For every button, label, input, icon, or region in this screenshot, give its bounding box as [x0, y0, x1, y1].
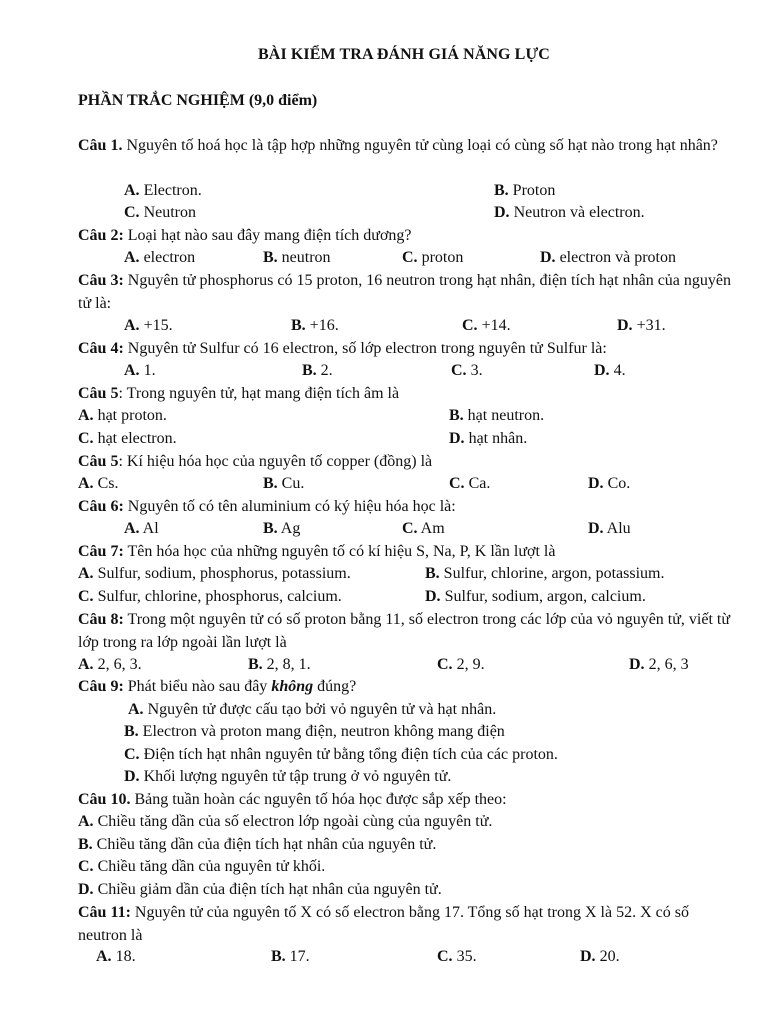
question-10-label: Câu 10.: [78, 791, 131, 808]
q7-option-c[interactable]: C. Sulfur, chlorine, phosphorus, calcium.: [78, 588, 342, 605]
q6-option-b[interactable]: B. Ag: [263, 520, 301, 537]
question-8: [78, 609, 738, 654]
question-8-text: Trong một nguyên tử có số proton bằng 11, số electron trong các lớp của vỏ nguyên tử, viết từ lớp trong ra lớp ngoài lần lượt là: [78, 611, 731, 651]
question-6-options: [0, 518, 768, 541]
question-4-text: Nguyên tử Sulfur có 16 electron, số lớp electron trong nguyên tử Sulfur là:: [123, 340, 607, 357]
question-8-options: [0, 654, 768, 677]
q1-option-d[interactable]: D. Neutron và electron.: [494, 204, 645, 221]
q10-option-a[interactable]: A. Chiều tăng dần của số electron lớp ngoài cùng của nguyên tử.: [78, 813, 493, 830]
question-3: [78, 270, 738, 315]
question-9-text-pre: Phát biểu nào sau đây: [123, 678, 272, 695]
question-1-options-row-1: [0, 180, 768, 203]
question-5a: [78, 383, 738, 406]
question-7: [78, 541, 738, 564]
question-9-emphasis: không: [271, 678, 314, 695]
question-1-label: Câu 1.: [78, 137, 123, 154]
q4-option-b[interactable]: B. 2.: [302, 362, 333, 379]
q11-option-c[interactable]: C. 35.: [437, 948, 477, 965]
q6-option-c[interactable]: C. Am: [402, 520, 445, 537]
question-4-options: [0, 360, 768, 383]
q5b-option-d[interactable]: D. Co.: [588, 475, 631, 492]
q9-option-a[interactable]: A. Nguyên tử được cấu tạo bởi vỏ nguyên tử và hạt nhân.: [128, 701, 497, 718]
q8-option-d[interactable]: D. 2, 6, 3: [629, 656, 689, 673]
q3-option-d[interactable]: D. +31.: [617, 317, 666, 334]
question-6-text: Nguyên tố có tên aluminium có ký hiệu hóa học là:: [123, 498, 456, 515]
question-5b: [78, 451, 738, 474]
question-3-options: [0, 315, 768, 338]
q3-option-c[interactable]: C. +14.: [462, 317, 511, 334]
q6-option-a[interactable]: A. Al: [124, 520, 159, 537]
question-11: [78, 902, 738, 947]
question-7-text: Tên hóa học của những nguyên tố có kí hiệu S, Na, P, K lần lượt là: [123, 543, 556, 560]
question-6-label: Câu 6:: [78, 498, 124, 515]
q9-option-c[interactable]: C. Điện tích hạt nhân nguyên tử bằng tổng điện tích của các proton.: [124, 746, 558, 763]
question-9-label: Câu 9:: [78, 678, 124, 695]
q9-option-b[interactable]: B. Electron và proton mang điện, neutron không mang điện: [124, 723, 505, 740]
question-5b-label: Câu 5: [78, 453, 119, 470]
q11-option-d[interactable]: D. 20.: [580, 948, 620, 965]
question-1: [78, 135, 738, 158]
q2-option-b[interactable]: B. neutron: [263, 249, 331, 266]
question-10: [78, 789, 738, 812]
question-3-text: Nguyên tử phosphorus có 15 proton, 16 neutron trong hạt nhân, điện tích hạt nhân của nguyên tử là:: [78, 272, 731, 312]
q4-option-a[interactable]: A. 1.: [124, 362, 156, 379]
q8-option-c[interactable]: C. 2, 9.: [437, 656, 485, 673]
q9-option-d[interactable]: D. Khối lượng nguyên tử tập trung ở vỏ nguyên tử.: [124, 768, 452, 785]
q2-option-a[interactable]: A. electron: [124, 249, 196, 266]
question-2-label: Câu 2:: [78, 227, 124, 244]
q4-option-d[interactable]: D. 4.: [594, 362, 626, 379]
q5b-option-b[interactable]: B. Cu.: [263, 475, 305, 492]
question-3-label: Câu 3:: [78, 272, 124, 289]
q10-option-d[interactable]: D. Chiều giảm dần của điện tích hạt nhân của nguyên tử.: [78, 881, 442, 898]
question-4-label: Câu 4:: [78, 340, 124, 357]
q3-option-a[interactable]: A. +15.: [124, 317, 173, 334]
q5a-option-a[interactable]: A. hạt proton.: [78, 407, 167, 424]
question-7-options-row-1: [0, 563, 768, 586]
section-heading: PHẦN TRẮC NGHIỆM (9,0 điểm): [78, 92, 318, 109]
q11-option-a[interactable]: A. 18.: [96, 948, 136, 965]
q7-option-d[interactable]: D. Sulfur, sodium, argon, calcium.: [425, 588, 646, 605]
q4-option-c[interactable]: C. 3.: [451, 362, 483, 379]
question-11-options: [0, 946, 768, 969]
question-10-text: Bảng tuần hoàn các nguyên tố hóa học được sắp xếp theo:: [130, 791, 507, 808]
question-8-label: Câu 8:: [78, 611, 124, 628]
question-7-options-row-2: [0, 586, 768, 609]
q1-option-a[interactable]: A. Electron.: [124, 182, 202, 199]
question-5a-label: Câu 5: [78, 385, 119, 402]
q5b-option-a[interactable]: A. Cs.: [78, 475, 119, 492]
q8-option-a[interactable]: A. 2, 6, 3.: [78, 656, 142, 673]
q5a-option-c[interactable]: C. hạt electron.: [78, 430, 177, 447]
q3-option-b[interactable]: B. +16.: [291, 317, 339, 334]
q10-option-c[interactable]: C. Chiều tăng dần của nguyên tử khối.: [78, 858, 326, 875]
q5a-option-b[interactable]: B. hạt neutron.: [449, 407, 545, 424]
q10-option-b[interactable]: B. Chiều tăng dần của điện tích hạt nhân của nguyên tử.: [78, 836, 437, 853]
q2-option-d[interactable]: D. electron và proton: [540, 249, 676, 266]
question-11-label: Câu 11:: [78, 904, 131, 921]
question-5a-options-row-2: [0, 428, 768, 451]
question-1-text: Nguyên tố hoá học là tập hợp những nguyên tử cùng loại có cùng số hạt nào trong hạt nhân?: [122, 137, 718, 154]
exam-title: BÀI KIỂM TRA ĐÁNH GIÁ NĂNG LỰC: [258, 46, 550, 63]
q8-option-b[interactable]: B. 2, 8, 1.: [248, 656, 311, 673]
question-4: [78, 338, 738, 361]
question-9: [78, 676, 738, 699]
question-5b-options: [0, 473, 768, 496]
question-2-text: Loại hạt nào sau đây mang điện tích dương?: [123, 227, 412, 244]
question-6: [78, 496, 738, 519]
question-9-text-post: đúng?: [313, 678, 357, 695]
q6-option-d[interactable]: D. Alu: [588, 520, 631, 537]
question-5a-text: : Trong nguyên tử, hạt mang điện tích âm là: [118, 385, 400, 402]
q11-option-b[interactable]: B. 17.: [271, 948, 310, 965]
question-11-text: Nguyên tử của nguyên tố X có số electron bằng 17. Tổng số hạt trong X là 52. X có số neutron là: [78, 904, 689, 944]
q2-option-c[interactable]: C. proton: [402, 249, 464, 266]
q7-option-b[interactable]: B. Sulfur, chlorine, argon, potassium.: [425, 565, 665, 582]
q1-option-b[interactable]: B. Proton: [494, 182, 556, 199]
question-5b-text: : Kí hiệu hóa học của nguyên tố copper (đồng) là: [118, 453, 433, 470]
q1-option-c[interactable]: C. Neutron: [124, 204, 196, 221]
question-5a-options-row-1: [0, 405, 768, 428]
question-1-options-row-2: [0, 202, 768, 225]
question-2-options: [0, 247, 768, 270]
question-7-label: Câu 7:: [78, 543, 124, 560]
q5b-option-c[interactable]: C. Ca.: [449, 475, 491, 492]
q5a-option-d[interactable]: D. hạt nhân.: [449, 430, 528, 447]
question-2: [78, 225, 738, 248]
q7-option-a[interactable]: A. Sulfur, sodium, phosphorus, potassium.: [78, 565, 351, 582]
